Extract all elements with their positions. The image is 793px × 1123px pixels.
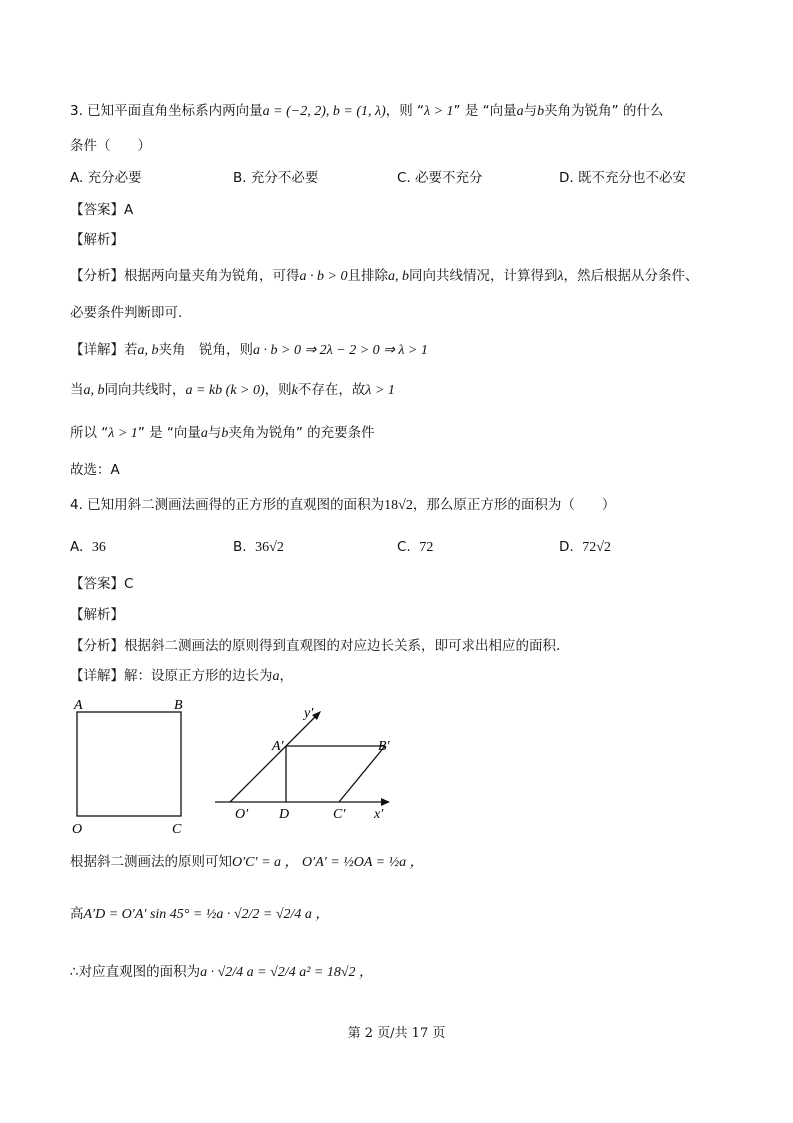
q4-option-d bbox=[559, 537, 611, 558]
q3-xiangjie-text: 夹角 锐角，则 bbox=[158, 342, 253, 358]
q3-suoyi-text: 与 bbox=[207, 425, 222, 441]
q3-fenxi-math: λ bbox=[557, 269, 564, 284]
q3-stem-line1 bbox=[70, 101, 663, 122]
q3-suoyi-text: ” 是 “向量 bbox=[137, 425, 201, 441]
q3-stem-text: ” 是 “向量 bbox=[453, 103, 517, 119]
q3-fenxi-math: a, b bbox=[387, 269, 409, 284]
q3-fenxi-text: 同向共线情况，计算得到 bbox=[408, 268, 558, 284]
q4-option-value: 72 bbox=[419, 540, 434, 555]
q4-option-a bbox=[70, 537, 106, 558]
q3-vector-a: a bbox=[516, 104, 524, 119]
q3-stem-text: 夹角为锐角” 的什么 bbox=[544, 103, 664, 119]
q3-vector-b: b bbox=[537, 104, 545, 119]
q3-dang-text: 不存在，故 bbox=[297, 382, 366, 398]
q4-area-line bbox=[70, 962, 373, 983]
q3-dang-text: 当 bbox=[70, 382, 84, 398]
original-square bbox=[77, 712, 181, 816]
q3-fenxi-text: 【分析】根据两向量夹角为锐角，可得 bbox=[70, 268, 300, 284]
q3-option-b: B. 充分不必要 bbox=[233, 170, 319, 186]
q3-analysis-title: 【解析】 bbox=[70, 232, 124, 248]
q3-dang-math: λ > 1 bbox=[365, 383, 395, 398]
q3-stem-text: 与 bbox=[523, 103, 538, 119]
q4-xiangjie bbox=[70, 666, 293, 687]
q3-dang-math: a, b bbox=[83, 383, 105, 398]
q3-fenxi-line2: 必要条件判断即可. bbox=[70, 305, 183, 321]
q4-option-value: 72√2 bbox=[582, 540, 611, 555]
q4-xiangjie-text: 【详解】解：设原正方形的边长为 bbox=[70, 668, 273, 684]
q3-condition-math: λ > 1 bbox=[424, 104, 454, 119]
label-square-C: C bbox=[172, 822, 182, 837]
q3-dang-math: a = kb (k > 0) bbox=[185, 383, 265, 398]
label-y-prime: y′ bbox=[304, 706, 314, 721]
q3-xiangjie-text: 【详解】若 bbox=[70, 342, 138, 358]
label-square-B: B bbox=[174, 698, 183, 713]
label-x-prime: x′ bbox=[374, 807, 384, 822]
q3-suoyi-math: a bbox=[200, 426, 208, 441]
q4-option-label: B. bbox=[233, 539, 247, 555]
x-axis-arrow-icon bbox=[381, 798, 390, 806]
label-square-O: O bbox=[72, 822, 83, 837]
q4-option-value: 36√2 bbox=[255, 540, 284, 555]
q3-answer: 【答案】A bbox=[70, 202, 134, 218]
label-O-prime: O′ bbox=[235, 807, 249, 822]
q3-suoyi-text: 夹角为锐角” 的充要条件 bbox=[228, 425, 375, 441]
label-C-prime: C′ bbox=[333, 807, 346, 822]
q3-suoyi-line bbox=[70, 423, 375, 444]
q3-stem-text: ，则 “ bbox=[385, 103, 425, 119]
page-footer: 第 2 页/共 17 页 bbox=[347, 1026, 446, 1041]
q4-option-label: C. bbox=[397, 539, 411, 555]
q4-stem-text: ，那么原正方形的面积为（ ） bbox=[412, 497, 616, 513]
q3-dang-line bbox=[70, 380, 395, 401]
q3-guxuan: 故选：A bbox=[70, 462, 120, 478]
q3-fenxi-text: 且排除 bbox=[347, 268, 388, 284]
q4-xiangjie-text: ， bbox=[279, 668, 293, 684]
q3-stem-line2: 条件（ ） bbox=[70, 138, 151, 154]
q3-stem-text: 3. 已知平面直角坐标系内两向量 bbox=[70, 103, 263, 119]
q3-option-d: D. 既不充分也不必安 bbox=[559, 170, 686, 186]
y-axis bbox=[230, 714, 318, 802]
q4-option-c bbox=[397, 537, 433, 558]
q4-fenxi: 【分析】根据斜二测画法的原则得到直观图的对应边长关系，即可求出相应的面积． bbox=[70, 638, 570, 654]
q3-vectors-math: a = (−2, 2), b = (1, λ) bbox=[262, 104, 386, 119]
q4-analysis-title: 【解析】 bbox=[70, 607, 124, 623]
q4-area-text: ∴对应直观图的面积为 bbox=[70, 964, 201, 980]
q4-height-text: 高 bbox=[70, 906, 84, 922]
label-square-A: A bbox=[74, 698, 83, 713]
edge-B-C bbox=[339, 746, 385, 802]
q4-xiangjie-math: a bbox=[272, 669, 280, 684]
q4-stem-math: 18√2 bbox=[384, 498, 413, 513]
q4-option-label: A. bbox=[70, 539, 84, 555]
q4-option-b bbox=[233, 537, 284, 558]
q3-option-c: C. 必要不充分 bbox=[397, 170, 483, 186]
q3-suoyi-math: b bbox=[221, 426, 229, 441]
q3-xiangjie-math: a, b bbox=[137, 343, 159, 358]
q3-suoyi-math: λ > 1 bbox=[108, 426, 138, 441]
q3-fenxi-line1 bbox=[70, 266, 699, 287]
label-B-prime: B′ bbox=[378, 739, 390, 754]
q4-rule-line bbox=[70, 852, 424, 873]
q3-fenxi-text: ，然后根据从分条件、 bbox=[563, 268, 699, 284]
q4-option-value: 36 bbox=[91, 540, 106, 555]
label-D: D bbox=[279, 807, 290, 822]
q4-stem bbox=[70, 495, 615, 516]
q4-stem-text: 4. 已知用斜二测画法画得的正方形的直观图的面积为 bbox=[70, 497, 385, 513]
q4-rule-math: O′C′ = a ， O′A′ = ½OA = ½a ， bbox=[232, 855, 424, 870]
q4-answer: 【答案】C bbox=[70, 576, 134, 592]
q4-option-label: D. bbox=[559, 539, 574, 555]
q4-area-math: a · √2/4 a = √2/4 a² = 18√2 ， bbox=[200, 965, 374, 980]
q3-xiangjie bbox=[70, 340, 428, 361]
q4-height-math: A′D = O′A′ sin 45° = ½a · √2/2 = √2/4 a ， bbox=[83, 907, 330, 922]
q3-xiangjie-math: a · b > 0 ⇒ 2λ − 2 > 0 ⇒ λ > 1 bbox=[253, 343, 428, 358]
q4-height-line bbox=[70, 904, 329, 925]
geometry-figure bbox=[60, 695, 400, 840]
q3-fenxi-math: a · b > 0 bbox=[299, 269, 348, 284]
q3-dang-text: 同向共线时， bbox=[104, 382, 186, 398]
label-A-prime: A′ bbox=[272, 739, 284, 754]
q4-rule-text: 根据斜二测画法的原则可知 bbox=[70, 854, 232, 870]
q3-dang-text: ，则 bbox=[264, 382, 292, 398]
q3-suoyi-text: 所以 “ bbox=[70, 425, 109, 441]
q3-dang-math: k bbox=[291, 383, 298, 398]
q3-option-a: A. 充分必要 bbox=[70, 170, 142, 186]
